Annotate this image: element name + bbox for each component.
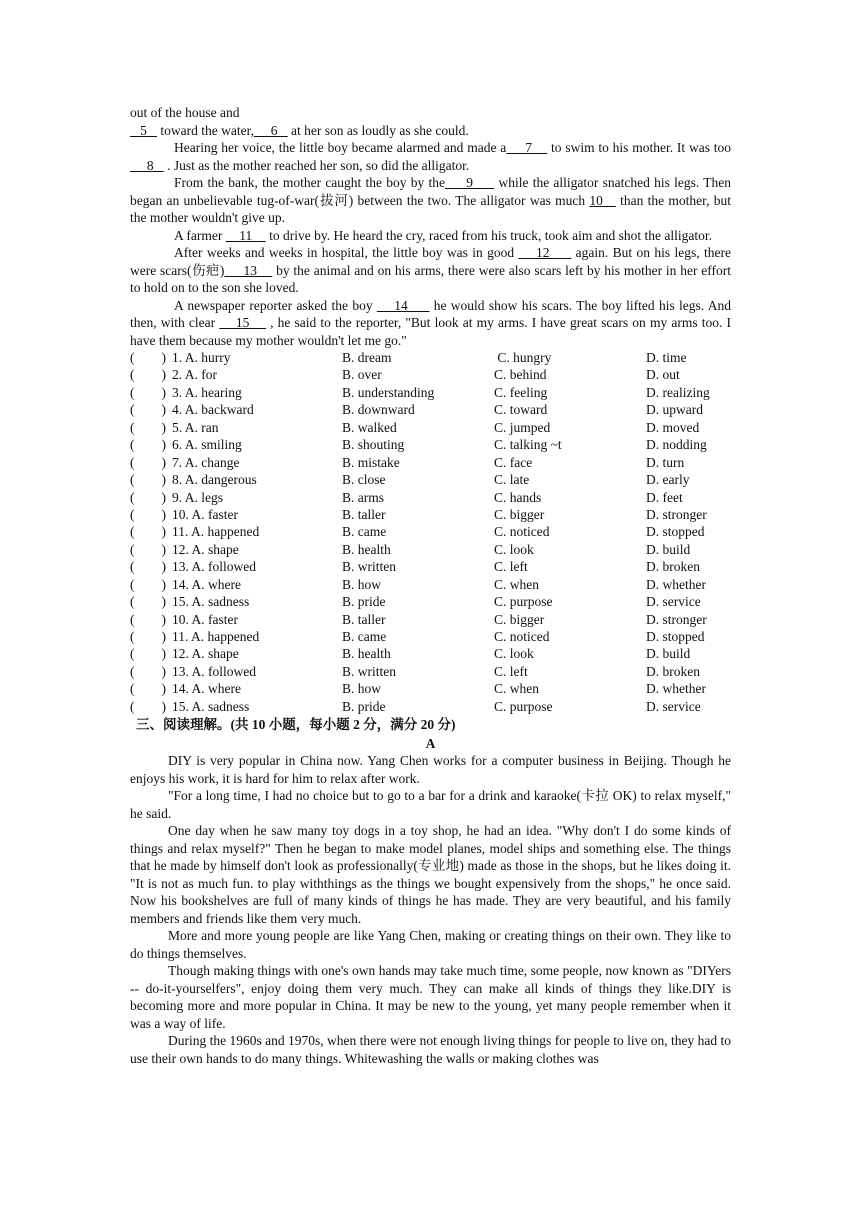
option-row (130, 645, 731, 662)
option-c: C. behind (494, 367, 547, 383)
answer-paren[interactable]: ( ) (130, 524, 166, 540)
option-c: C. purpose (494, 698, 553, 714)
option-a: 8. A. dangerous (172, 472, 257, 488)
answer-paren[interactable]: ( ) (130, 454, 166, 470)
option-row (130, 436, 731, 453)
option-c: C. jumped (494, 419, 551, 435)
answer-paren[interactable]: ( ) (130, 419, 166, 435)
answer-paren[interactable]: ( ) (130, 367, 166, 383)
blank-12: 12 (518, 245, 572, 260)
option-row (130, 489, 731, 506)
option-a: 1. A. hurry (172, 350, 231, 365)
blank-8: 8 (130, 157, 164, 173)
option-table (130, 349, 731, 715)
reading-paragraph-2: "For a long time, I had no choice but to go to a bar for a drink and karaoke(卡拉 OK) to relax myself," he said. (130, 788, 731, 821)
option-a: 11. A. happened (172, 524, 260, 540)
option-b: B. pride (342, 594, 386, 610)
option-a: 2. A. for (172, 367, 217, 383)
option-b: B. shouting (342, 437, 405, 453)
option-row (130, 366, 731, 383)
answer-paren[interactable]: ( ) (130, 594, 166, 610)
option-c: C. bigger (494, 611, 545, 627)
option-d: D. out (646, 367, 680, 383)
option-c: C. look (494, 541, 534, 557)
option-a: 6. A. smiling (172, 437, 242, 453)
option-a: 5. A. ran (172, 419, 219, 435)
option-a: 13. A. followed (172, 663, 256, 679)
option-row (130, 401, 731, 418)
answer-paren[interactable]: ( ) (130, 402, 166, 418)
option-a: 9. A. legs (172, 489, 224, 505)
option-b: B. health (342, 646, 391, 662)
option-a: 7. A. change (172, 454, 240, 470)
option-row (130, 611, 731, 628)
option-d: D. realizing (646, 384, 710, 400)
option-d: D. stopped (646, 629, 705, 644)
answer-paren[interactable]: ( ) (130, 698, 166, 714)
option-d: D. early (646, 472, 690, 488)
option-a: 4. A. backward (172, 402, 254, 418)
option-b: B. came (342, 524, 387, 540)
answer-paren[interactable]: ( ) (130, 629, 166, 644)
option-c: C. left (494, 663, 528, 679)
answer-paren[interactable]: ( ) (130, 472, 166, 488)
reading-paragraph-1: DIY is very popular in China now. Yang Chen works for a computer business in Beijing. Though he enjoys his work, it is hard for him to relax after work. (130, 753, 731, 786)
blank-7: 7 (506, 140, 548, 155)
option-d: D. service (646, 594, 701, 610)
option-a: 12. A. shape (172, 541, 239, 557)
reading-paragraph-4: More and more young people are like Yang Chen, making or creating things on their own. They like to do things themselves. (130, 928, 731, 961)
option-c: C. left (494, 559, 528, 575)
reading-paragraph-5: Though making things with one's own hands may take much time, some people, now known as "DIYers -- do-it-yourselfers", enjoy doing them very much. They can make all kinds of things they like.DIY is becoming more and more popular in China. It may be new to the young, yet many people remember when it was a way of life. (130, 963, 731, 1031)
option-b: B. taller (342, 506, 386, 522)
option-d: D. whether (646, 681, 706, 697)
option-b: B. understanding (342, 384, 435, 400)
option-d: D. stronger (646, 611, 707, 627)
cloze-line-top: out of the house and (130, 105, 240, 120)
answer-paren[interactable]: ( ) (130, 663, 166, 679)
option-d: D. stopped (646, 524, 705, 540)
option-c: C. hands (494, 489, 542, 505)
answer-paren[interactable]: ( ) (130, 646, 166, 662)
cloze-paragraph-3: From the bank, the mother caught the boy by the 9 while the alligator snatched his legs. Then began an unbelievable tug-of-war(拔河) between the two. The alligator was much 10 than the mother, but the mother wouldn't give up. (130, 175, 731, 225)
option-a: 10. A. faster (172, 611, 238, 627)
answer-paren[interactable]: ( ) (130, 506, 166, 522)
option-c: C. bigger (494, 506, 545, 522)
cloze-paragraph-4: A farmer 11 to drive by. He heard the cry, raced from his truck, took aim and shot the alligator. (174, 227, 712, 243)
option-b: B. written (342, 559, 396, 575)
option-d: D. build (646, 646, 691, 662)
option-b: B. close (342, 472, 386, 488)
option-row (130, 663, 731, 680)
option-d: D. broken (646, 559, 700, 575)
answer-paren[interactable]: ( ) (130, 576, 166, 592)
blank-9: 9 (445, 175, 495, 190)
reading-paragraph-3: One day when he saw many toy dogs in a toy shop, he had an idea. "Why don't I do some kinds of things and relax myself?" Then he began to make model planes, model ships and something else. The things that he made by himself don't look as professionally(专业地) made as those in the shops, but he likes doing it. "It is not as much fun. to play withthings as the things we bought expensively from the shops," he once said. Now his bookshelves are full of many kinds of things he has made. They are very beautiful, and his family members and friends like them very much. (130, 823, 731, 926)
option-c: C. hungry (494, 350, 552, 365)
option-a: 14. A. where (172, 681, 241, 697)
option-b: B. written (342, 663, 396, 679)
option-b: B. mistake (342, 454, 400, 470)
blank-11: 11 (225, 227, 266, 243)
blank-13: 13 (224, 262, 273, 278)
option-d: D. broken (646, 663, 700, 679)
option-c: C. look (494, 646, 534, 662)
option-d: D. build (646, 541, 691, 557)
option-c: C. late (494, 472, 530, 488)
answer-paren[interactable]: ( ) (130, 489, 166, 505)
option-c: C. face (494, 454, 533, 470)
option-a: 11. A. happened (172, 629, 260, 644)
option-b: B. health (342, 541, 391, 557)
option-a: 12. A. shape (172, 646, 239, 662)
option-b: B. pride (342, 698, 386, 714)
answer-paren[interactable]: ( ) (130, 437, 166, 453)
option-a: 14. A. where (172, 576, 241, 592)
cloze-paragraph-1: 5 toward the water, 6 at her son as loudly as she could. (130, 122, 469, 138)
option-c: C. toward (494, 402, 548, 418)
option-d: D. upward (646, 402, 703, 418)
option-c: C. talking ~t (494, 437, 562, 453)
reading-paragraph-6: During the 1960s and 1970s, when there were not enough living things for people to live on, they had to use their own hands to do many things. Whitewashing the walls or making clothes was (130, 1033, 731, 1066)
option-c: C. feeling (494, 384, 548, 400)
answer-paren[interactable]: ( ) (130, 350, 166, 365)
option-row (130, 558, 731, 575)
option-d: D. time (646, 350, 687, 365)
option-a: 15. A. sadness (172, 698, 250, 714)
answer-paren[interactable]: ( ) (130, 384, 166, 400)
option-a: 10. A. faster (172, 506, 238, 522)
option-d: D. stronger (646, 506, 707, 522)
option-row (130, 454, 731, 471)
option-b: B. dream (342, 350, 392, 365)
option-b: B. how (342, 681, 382, 697)
option-row (130, 384, 731, 401)
option-b: B. arms (342, 489, 384, 505)
answer-paren[interactable]: ( ) (130, 611, 166, 627)
option-row (130, 471, 731, 488)
option-row (130, 628, 731, 645)
option-row (130, 419, 731, 436)
cloze-paragraph-6: A newspaper reporter asked the boy 14 he would show his scars. The boy lifted his legs. And then, with clear 15 , he said to the reporter, "But look at my arms. I have great scars on my arms too. I have them because my mother wouldn't let me go." (130, 297, 732, 348)
option-b: B. walked (342, 419, 397, 435)
option-a: 15. A. sadness (172, 594, 250, 610)
option-b: B. came (342, 629, 387, 644)
exam-page (130, 104, 731, 1067)
answer-paren[interactable]: ( ) (130, 681, 166, 697)
option-row (130, 523, 731, 540)
blank-5: 5 (130, 122, 157, 138)
option-c: C. noticed (494, 629, 550, 644)
option-d: D. nodding (646, 437, 707, 453)
option-d: D. moved (646, 419, 700, 435)
cloze-paragraph-5: After weeks and weeks in hospital, the little boy was in good 12 again. But on his legs, there were scars(伤疤) 13 by the animal and on his arms, there were also scars left by his mother in her effort to hold on to the son she loved. (130, 245, 732, 295)
option-c: C. noticed (494, 524, 550, 540)
option-row (130, 506, 731, 523)
option-row (130, 593, 731, 610)
option-row (130, 349, 731, 366)
blank-6: 6 (253, 122, 288, 138)
option-b: B. taller (342, 611, 386, 627)
blank-10: 10 (589, 192, 616, 208)
answer-paren[interactable]: ( ) (130, 541, 166, 557)
option-b: B. over (342, 367, 382, 383)
option-a: 3. A. hearing (172, 384, 242, 400)
option-c: C. when (494, 681, 539, 697)
option-d: D. feet (646, 489, 683, 505)
blank-14: 14 (376, 297, 430, 313)
option-a: 13. A. followed (172, 559, 256, 575)
option-b: B. downward (342, 402, 415, 418)
option-b: B. how (342, 576, 382, 592)
cloze-paragraph-2: Hearing her voice, the little boy became alarmed and made a 7 to swim to his mother. It was too 8 . Just as the mother reached her son, so did the alligator. (130, 140, 732, 173)
option-c: C. purpose (494, 594, 553, 610)
passage-label: A (425, 735, 436, 751)
option-d: D. whether (646, 576, 706, 592)
blank-15: 15 (219, 315, 266, 330)
option-row (130, 541, 731, 558)
option-d: D. service (646, 698, 701, 714)
option-c: C. when (494, 576, 539, 592)
option-row (130, 698, 731, 715)
option-row (130, 576, 731, 593)
option-d: D. turn (646, 454, 685, 470)
section-heading: 三、阅读理解。(共 10 小题，每小题 2 分，满分 20 分) (136, 717, 456, 733)
option-row (130, 680, 731, 697)
answer-paren[interactable]: ( ) (130, 559, 166, 575)
